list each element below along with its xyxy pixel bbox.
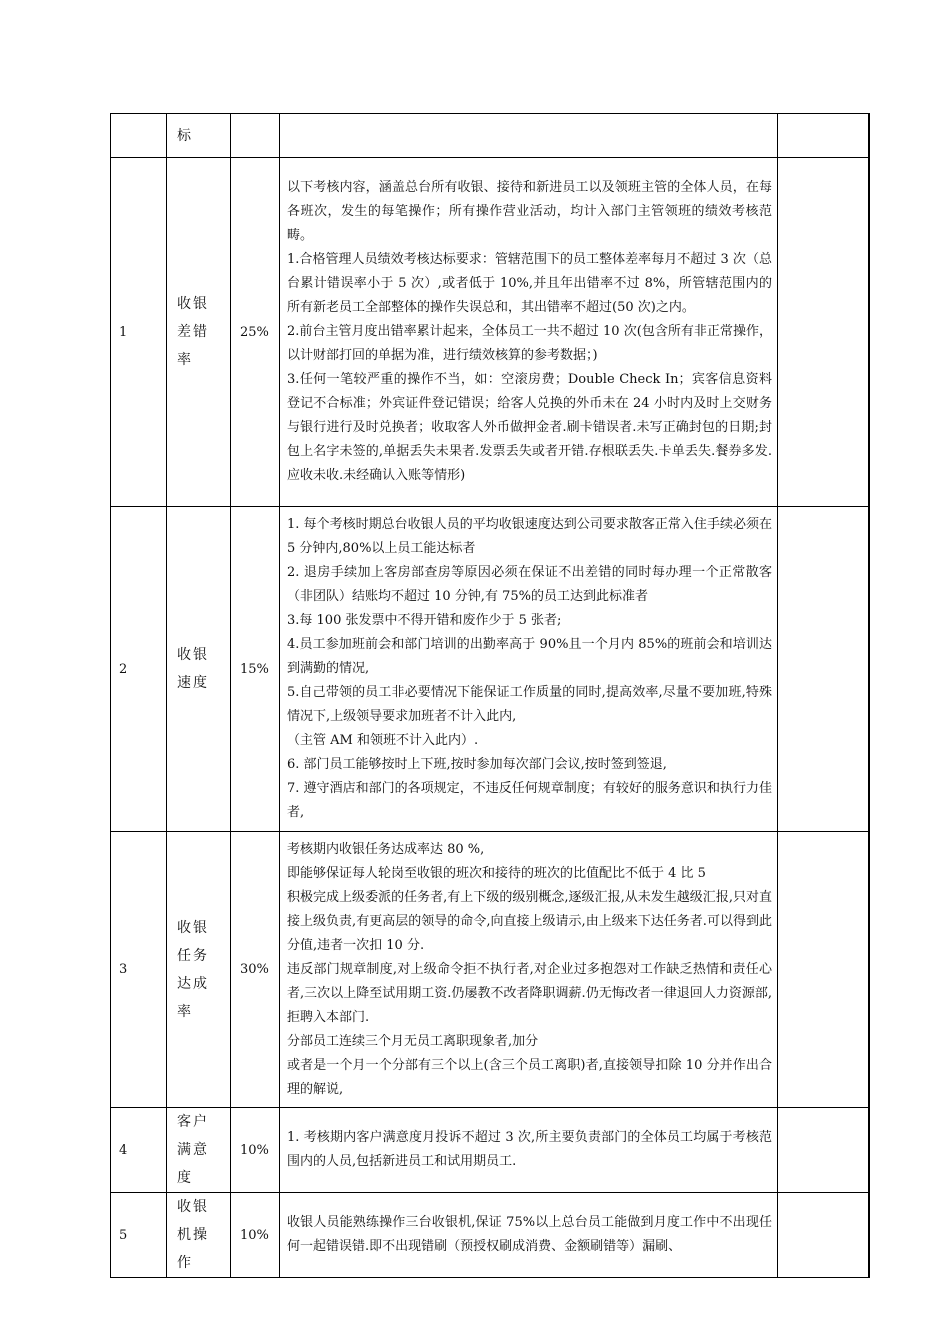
content-line: 违反部门规章制度,对上级命令拒不执行者,对企业过多抱怨对工作缺乏热情和责任心者,三次以上降至试用期工资.仍屡教不改者降职调薪.仍无悔改者一律退回人力资源部,拒聘入本部门.: [287, 961, 772, 1025]
content-line: 即能够保证每人轮岗至收银的班次和接待的班次的比值配比不低于 4 比 5: [287, 865, 706, 881]
row-number: 5: [111, 1193, 167, 1278]
content-line: 3.每 100 张发票中不得开错和废作少于 5 张者;: [287, 613, 562, 628]
table-row: [111, 158, 869, 507]
content-line: 2.前台主管月度出错率累计起来，全体员工一共不超过 10 次(包含所有非正常操作，以计财部打回的单据为准，进行绩效核算的参考数据；): [287, 324, 772, 363]
header-indicator-cell: [167, 114, 231, 158]
table-row: [111, 1193, 869, 1278]
content-line: 以下考核内容，涵盖总台所有收银、接待和新进员工以及领班主管的全体人员，在每各班次，发生的每笔操作；所有操作营业活动，均计入部门主管领班的绩效考核范畴。: [287, 180, 772, 243]
content-line: 5.自己带领的员工非必要情况下能保证工作质量的同时,提高效率,尽量不要加班,特殊情况下,上级领导要求加班者不计入此内,: [287, 685, 772, 724]
content-line: 或者是一个月一个分部有三个以上(含三个员工离职)者,直接领导扣除 10 分并作出合理的解说,: [287, 1057, 772, 1097]
content-line: 7. 遵守酒店和部门的各项规定，不违反任何规章制度；有较好的服务意识和执行力佳者,: [287, 781, 772, 820]
header-remark-cell: [778, 114, 869, 158]
remark-cell: [778, 1108, 869, 1193]
content-line: 1. 考核期内客户满意度月投诉不超过 3 次,所主要负责部门的全体员工均属于考核范围内的人员,包括新进员工和试用期员工.: [287, 1130, 772, 1169]
table-row: [111, 507, 869, 832]
indicator-weight: 25%: [231, 158, 280, 507]
row-number: 1: [111, 158, 167, 507]
content-line: 2. 退房手续加上客房部查房等原因必须在保证不出差错的同时每办理一个正常散客（非团队）结账均不超过 10 分钟,有 75%的员工达到此标准者: [287, 565, 772, 604]
remark-cell: [778, 507, 869, 832]
row-number: 3: [111, 832, 167, 1108]
indicator-name: 收银机操作: [167, 1193, 231, 1278]
header-content-cell: [280, 114, 778, 158]
content-line: 4.员工参加班前会和部门培训的出勤率高于 90%且一个月内 85%的班前会和培训达到满勤的情况,: [287, 637, 772, 676]
row-number: 4: [111, 1108, 167, 1193]
content-line: 收银人员能熟练操作三台收银机,保证 75%以上总台员工能做到月度工作中不出现任何一起错误错.即不出现错刷（预授权刷成消费、金额刷错等）漏刷、: [287, 1215, 772, 1254]
remark-cell: [778, 158, 869, 507]
remark-cell: [778, 832, 869, 1108]
table-row: [111, 1108, 869, 1193]
indicator-name: 收银速度: [167, 507, 231, 832]
content-line: 6. 部门员工能够按时上下班,按时参加每次部门会议,按时签到签退,: [287, 757, 667, 772]
assessment-content: [280, 1108, 778, 1193]
content-line: 1. 每个考核时期总台收银人员的平均收银速度达到公司要求散客正常入住手续必须在 5 分钟内,80%以上员工能达标者: [287, 517, 772, 556]
assessment-content: [280, 1193, 778, 1278]
assessment-content: [280, 832, 778, 1108]
table-row: [111, 832, 869, 1108]
content-line: 考核期内收银任务达成率达 80 %,: [287, 841, 485, 857]
content-line: （主管 AM 和领班不计入此内）.: [287, 733, 479, 748]
row-number: 2: [111, 507, 167, 832]
header-weight-cell: [231, 114, 280, 158]
indicator-weight: 10%: [231, 1108, 280, 1193]
content-line: 3.任何一笔较严重的操作不当，如：空滚房费；Double Check In；宾客信息资料登记不合标准；外宾证件登记错误；给客人兑换的外币未在 24 小时内及时上交财务与银行进行及时兑换者；收取客人外币做押金者.刷卡错误者.未写正确封包的日期;封包上名字未签的,单据丢失未果者.发票丢失或者开错.存根联丢失.卡单丢失.餐券多发.应收未收.未经确认入账等情形): [287, 372, 772, 483]
header-no-cell: [111, 114, 167, 158]
assessment-content: [280, 507, 778, 832]
indicator-name: 收银差错率: [167, 158, 231, 507]
indicator-name: 客户满意度: [167, 1108, 231, 1193]
indicator-weight: 30%: [231, 832, 280, 1108]
table-header-row: [111, 114, 869, 158]
remark-cell: [778, 1193, 869, 1278]
indicator-weight: 15%: [231, 507, 280, 832]
header-indicator-text: 标: [177, 127, 193, 144]
content-line: 分部员工连续三个月无员工离职现象者,加分: [287, 1033, 539, 1049]
kpi-table: [110, 113, 870, 1278]
indicator-name: 收银任务达成率: [167, 832, 231, 1108]
assessment-content: [280, 158, 778, 507]
content-line: 积极完成上级委派的任务者,有上下级的级别概念,逐级汇报,从未发生越级汇报,只对直接上级负责,有更高层的领导的命令,向直接上级请示,由上级来下达任务者.可以得到此分值,违者一次扣 10 分.: [287, 889, 772, 953]
indicator-weight: 10%: [231, 1193, 280, 1278]
content-line: 1.合格管理人员绩效考核达标要求：管辖范围下的员工整体差率每月不超过 3 次（总台累计错误率小于 5 次）,或者低于 10%,并且年出错率不过 8%，所管辖范围内的所有新老员工全部整体的操作失误总和，其出错率不超过(50 次)之内。: [287, 252, 772, 315]
